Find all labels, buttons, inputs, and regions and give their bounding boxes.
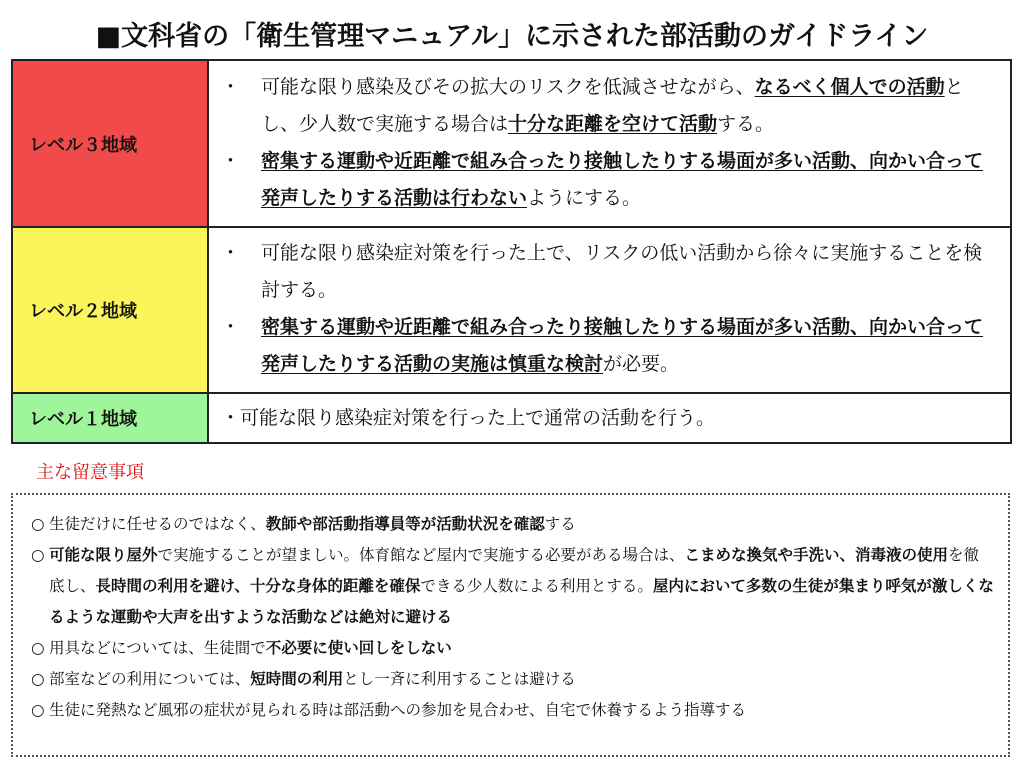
plain-text: する。 xyxy=(717,112,775,135)
level-3-bullet-1 xyxy=(221,69,1000,143)
plain-text: できる少人数による利用とする。 xyxy=(420,577,653,595)
level-3-label: レベル３地域 xyxy=(12,60,208,227)
circle-mark: ○ xyxy=(31,701,45,719)
emphasis-text: 十分な距離を空けて活動 xyxy=(508,112,718,135)
notes-box xyxy=(11,493,1010,757)
plain-text: とし、少人数で実施する場合は xyxy=(261,75,964,135)
circle-mark: ○ xyxy=(31,670,45,688)
emphasis-text: 密集する運動や近距離で組み合ったり接触したりする場面が多い活動、向かい合って発声したりする活動の実施は慎重な検討 xyxy=(261,316,984,375)
plain-text: 用具などについては、生徒間で xyxy=(49,639,266,657)
bullet-mark: ・ xyxy=(221,316,241,338)
bullet-mark: ・ xyxy=(221,149,241,172)
circle-mark: ○ xyxy=(31,515,45,533)
note-text xyxy=(49,639,452,657)
bullet-mark: ・ xyxy=(221,406,241,429)
plain-text: ようにする。 xyxy=(527,186,642,209)
note-item-2 xyxy=(31,540,994,633)
plain-text: する xyxy=(544,515,576,533)
level-1-description xyxy=(208,393,1011,443)
bold-text: 短時間の利用 xyxy=(250,670,344,688)
bullet-mark: ・ xyxy=(221,242,241,264)
emphasis-text: なるべく個人での活動 xyxy=(754,75,945,98)
bullet-text xyxy=(261,316,983,375)
bullet-text xyxy=(261,242,982,301)
bold-text: こまめな換気や手洗い、消毒液の使用 xyxy=(684,546,949,564)
bold-text: 可能な限り屋外 xyxy=(49,546,158,564)
emphasis-text: 密集する運動や近距離で組み合ったり接触したりする場面が多い活動、向かい合って発声したりする活動は行わない xyxy=(261,149,984,209)
plain-text: 生徒だけに任せるのではなく、 xyxy=(49,515,266,533)
note-text xyxy=(49,670,576,688)
level-3-bullet-2 xyxy=(221,143,1000,217)
note-item-5 xyxy=(31,695,994,726)
level-2-label: レベル２地域 xyxy=(12,227,208,393)
bold-text: 長時間の利用を避け、十分な身体的距離を確保 xyxy=(95,577,421,595)
note-text xyxy=(49,515,576,533)
plain-text: とし一斉に利用することは避ける xyxy=(343,670,576,688)
bold-text: 屋内において多数の生徒が集まり呼気が激しくなるような運動や大声を出すような活動などは絶対に避ける xyxy=(49,577,994,626)
notes-heading: 主な留意事項 xyxy=(36,462,144,483)
page-title: ■文科省の「衛生管理マニュアル」に示された部活動のガイドライン xyxy=(95,21,929,52)
plain-text: 生徒に発熱など風邪の症状が見られる時は部活動への参加を見合わせ、自宅で休養するよう指導する xyxy=(49,701,747,719)
guideline-table xyxy=(11,59,1012,444)
plain-text: 可能な限り感染及びその拡大のリスクを低減させながら、 xyxy=(261,75,755,98)
plain-text: が必要。 xyxy=(603,353,680,375)
bullet-text xyxy=(261,76,964,135)
bullet-mark: ・ xyxy=(221,75,241,98)
bullet-text xyxy=(240,407,715,429)
note-text xyxy=(49,546,994,626)
table-row-level-1 xyxy=(12,393,1011,443)
note-item-1 xyxy=(31,509,994,540)
note-text xyxy=(49,701,746,719)
bullet-text xyxy=(261,150,983,209)
circle-mark: ○ xyxy=(31,639,45,657)
level-2-bullet-2 xyxy=(221,309,1000,383)
plain-text: 部室などの利用については、 xyxy=(49,670,251,688)
note-item-4 xyxy=(31,664,994,695)
level-1-bullet-1 xyxy=(221,400,1000,437)
level-3-description xyxy=(208,60,1011,227)
plain-text: 可能な限り感染症対策を行った上で通常の活動を行う。 xyxy=(240,406,716,429)
level-2-bullet-1 xyxy=(221,235,1000,309)
level-2-description xyxy=(208,227,1011,393)
table-row-level-2 xyxy=(12,227,1011,393)
plain-text: を徹底し、 xyxy=(49,546,980,595)
note-item-3 xyxy=(31,633,994,664)
plain-text: で実施することが望ましい。体育館など屋内で実施する必要がある場合は、 xyxy=(157,546,685,564)
level-1-label: レベル１地域 xyxy=(12,393,208,443)
table-row-level-3 xyxy=(12,60,1011,227)
bold-text: 不必要に使い回しをしない xyxy=(265,639,452,657)
plain-text: 可能な限り感染症対策を行った上で、リスクの低い活動から徐々に実施することを検討する。 xyxy=(261,242,983,301)
bold-text: 教師や部活動指導員等が活動状況を確認 xyxy=(265,515,545,533)
circle-mark: ○ xyxy=(31,546,45,564)
